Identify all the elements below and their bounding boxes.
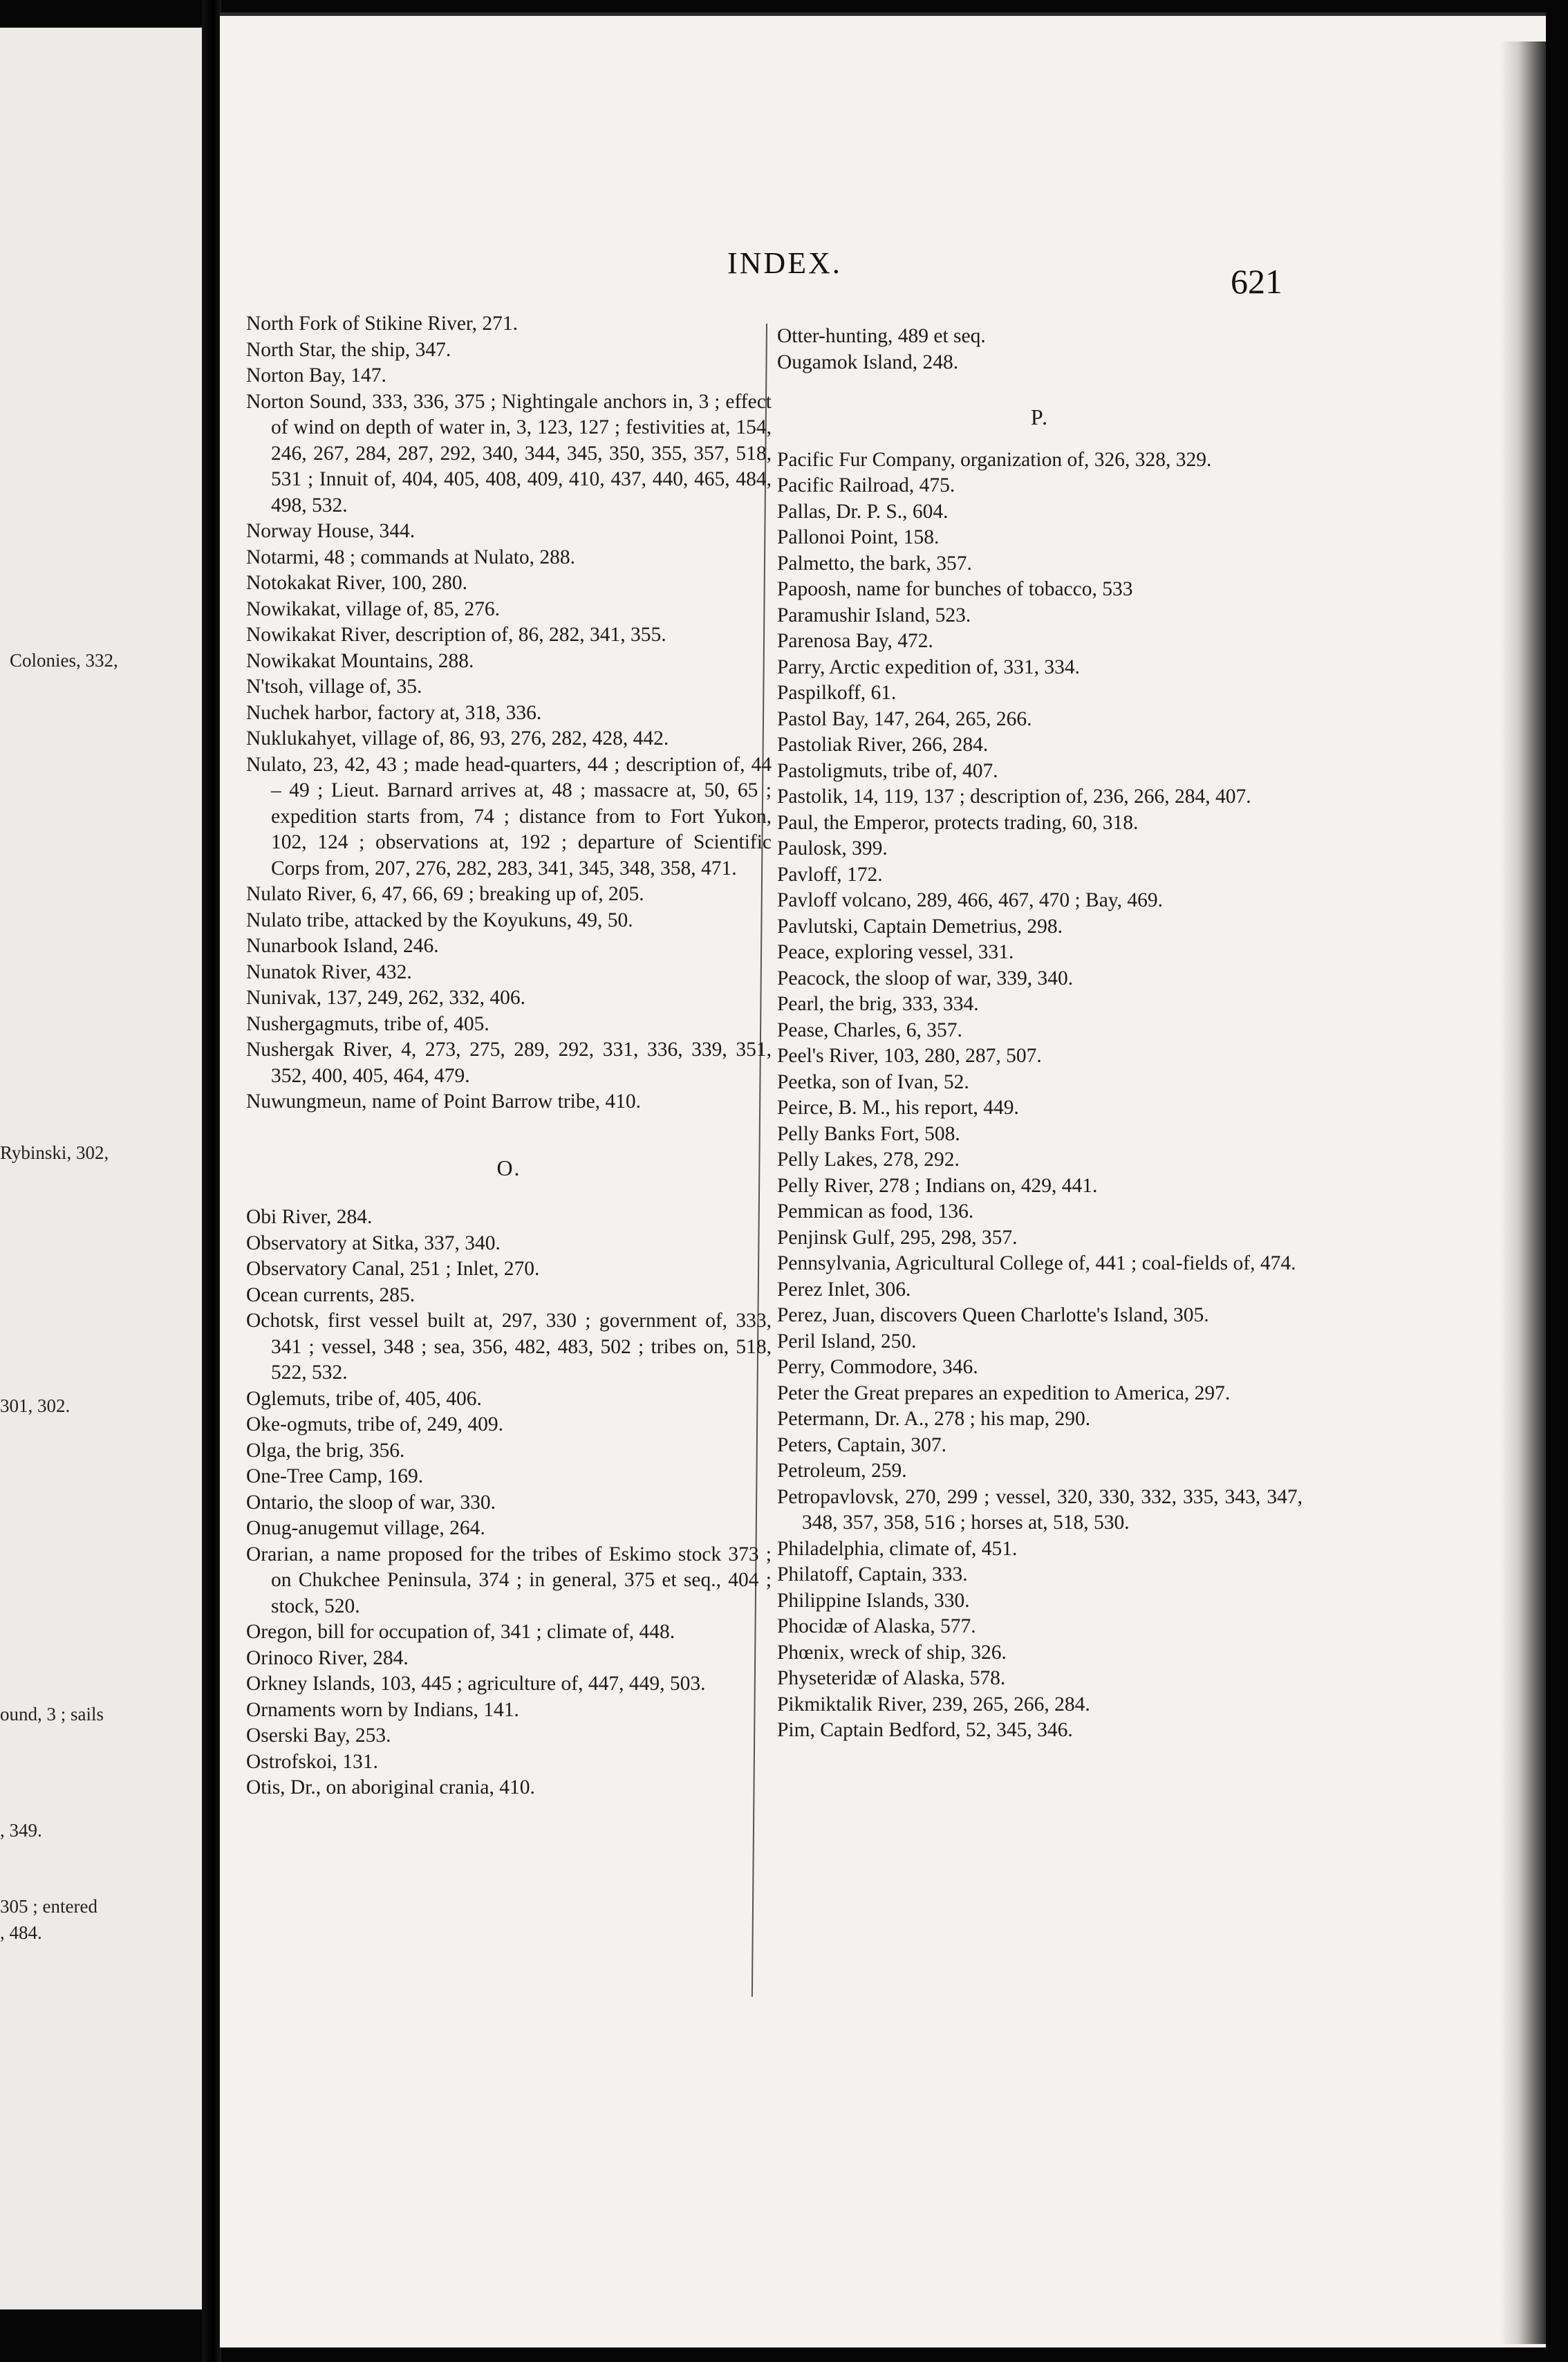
index-entry: Pelly Lakes, 278, 292. — [777, 1149, 960, 1171]
index-entry: Otter-hunting, 489 et seq. — [777, 325, 986, 347]
index-entry: Obi River, 284. — [246, 1206, 373, 1228]
index-entry: Parenosa Bay, 472. — [777, 630, 933, 652]
left-page-fragment: , 349. — [0, 1820, 42, 1841]
index-entry: Pastolik, 14, 119, 137 ; description of, 236, 266, 284, 407. — [777, 785, 1251, 808]
index-entry: Nunarbook Island, 246. — [246, 935, 439, 957]
index-entry: Notarmi, 48 ; commands at Nulato, 288. — [246, 546, 576, 568]
index-entry: Parry, Arctic expedition of, 331, 334. — [777, 655, 1081, 678]
index-entry: Nowikakat Mountains, 288. — [246, 649, 474, 672]
index-entry: Nushergak River, 4, 273, 275, 289, 292, 331, 336, 339, 351, 352, 400, 405, 464, 479. — [246, 1039, 772, 1087]
index-entry: Philadelphia, climate of, 451. — [777, 1537, 1018, 1560]
index-entry: Penjinsk Gulf, 295, 298, 357. — [777, 1226, 1018, 1249]
index-entry: Palmetto, the bark, 357. — [777, 552, 972, 575]
index-entry: Oregon, bill for occupation of, 341 ; climate of, 448. — [246, 1621, 675, 1643]
index-entry: Paspilkoff, 61. — [777, 682, 897, 704]
index-entry: Petroleum, 259. — [777, 1460, 907, 1482]
index-entry: Pavloff volcano, 289, 466, 467, 470 ; Bay, 469. — [777, 889, 1163, 911]
index-entry: Oke-ogmuts, tribe of, 249, 409. — [246, 1413, 503, 1435]
index-entry: Pastol Bay, 147, 264, 265, 266. — [777, 707, 1032, 730]
index-entry: Papoosh, name for bunches of tobacco, 533 — [777, 578, 1133, 600]
index-entry: One-Tree Camp, 169. — [246, 1465, 424, 1487]
book-gutter — [202, 0, 221, 2362]
index-entry: Pavloff, 172. — [777, 863, 883, 886]
index-entry: Pim, Captain Bedford, 52, 345, 346. — [777, 1719, 1073, 1741]
index-column-right — [777, 324, 1303, 1744]
index-entry: Peetka, son of Ivan, 52. — [777, 1070, 969, 1093]
index-entry: Peters, Captain, 307. — [777, 1433, 946, 1456]
left-page-fragment: Rybinski, 302, — [0, 1142, 109, 1163]
index-entries-o — [246, 1205, 772, 1801]
index-entry: Nunivak, 137, 249, 262, 332, 406. — [246, 987, 525, 1009]
index-entry: Nulato River, 6, 47, 66, 69 ; breaking up of, 205. — [246, 883, 644, 905]
index-entry: Pallas, Dr. P. S., 604. — [777, 500, 949, 523]
index-entry: Pearl, the brig, 333, 334. — [777, 993, 979, 1015]
index-entry: Orkney Islands, 103, 445 ; agriculture of, 447, 449, 503. — [246, 1673, 706, 1695]
left-page-fragment: Colonies, 332, — [10, 650, 118, 671]
index-entry: Pease, Charles, 6, 357. — [777, 1019, 962, 1041]
index-entry: Philippine Islands, 330. — [777, 1589, 970, 1612]
index-entry: Petropavlovsk, 270, 299 ; vessel, 320, 330, 332, 335, 343, 347, 348, 357, 358, 516 ; horses at, 518, 530. — [777, 1485, 1303, 1534]
index-entry: Pavlutski, Captain Demetrius, 298. — [777, 915, 1063, 938]
index-entry: Onug-anugemut village, 264. — [246, 1517, 485, 1539]
index-entry: Pastoligmuts, tribe of, 407. — [777, 759, 998, 782]
index-entry: Ontario, the sloop of war, 330. — [246, 1491, 496, 1514]
index-entry: Pelly Banks Fort, 508. — [777, 1122, 960, 1145]
index-entry: Perez, Juan, discovers Queen Charlotte's Island, 305. — [777, 1304, 1209, 1326]
index-entry: Perry, Commodore, 346. — [777, 1356, 978, 1378]
index-entry: Norton Sound, 333, 336, 375 ; Nightingale anchors in, 3 ; effect of wind on depth of water in, 3, 123, 127 ; festivities at, 154, 246, 267, 284, 287, 292, 340, 344, 345, 350, 355, 357, 518, 531 ; Innuit of, 404, 405, 408, 409, 410, 437, 440, 465, 484, 498, 532. — [246, 390, 772, 517]
left-page-fragment: 305 ; entered — [0, 1896, 97, 1917]
index-entries-n — [246, 311, 772, 1115]
index-entry: Paul, the Emperor, protects trading, 60, 318. — [777, 811, 1139, 834]
left-page-fragment: ound, 3 ; sails — [0, 1704, 104, 1724]
index-entry: Perez Inlet, 306. — [777, 1278, 911, 1301]
index-entry: Nushergagmuts, tribe of, 405. — [246, 1012, 489, 1035]
index-entry: Pemmican as food, 136. — [777, 1200, 974, 1222]
index-entry: North Star, the ship, 347. — [246, 338, 451, 361]
index-entry: Phœnix, wreck of ship, 326. — [777, 1641, 1007, 1664]
index-entry: Ochotsk, first vessel built at, 297, 330 ; government of, 333, 341 ; vessel, 348 ; sea, 356, 482, 483, 502 ; tribes on, 518, 522, 532. — [246, 1310, 772, 1384]
index-entry: Nowikakat, village of, 85, 276. — [246, 597, 501, 620]
index-entry: Ornaments worn by Indians, 141. — [246, 1698, 519, 1721]
index-entries-p — [777, 447, 1303, 1744]
index-entry: Orinoco River, 284. — [246, 1646, 409, 1669]
index-entry: N'tsoh, village of, 35. — [246, 676, 422, 698]
index-entry: Norway House, 344. — [246, 520, 416, 542]
index-entry: Nunatok River, 432. — [246, 960, 412, 983]
index-entry: Ostrofskoi, 131. — [246, 1750, 378, 1773]
index-entry: Peirce, B. M., his report, 449. — [777, 1097, 1019, 1119]
index-entry: Ocean currents, 285. — [246, 1283, 416, 1306]
index-entry: Phocidæ of Alaska, 577. — [777, 1615, 976, 1637]
index-entry: Peter the Great prepares an expedition to America, 297. — [777, 1382, 1231, 1404]
left-page-fragment: , 484. — [0, 1922, 42, 1943]
page-edge — [1500, 41, 1546, 2344]
index-entry: Ougamok Island, 248. — [777, 351, 959, 373]
left-page — [0, 28, 202, 2309]
index-entry: Peace, exploring vessel, 331. — [777, 941, 1014, 963]
index-entry: Petermann, Dr. A., 278 ; his map, 290. — [777, 1408, 1091, 1430]
section-letter-p: P. — [1030, 404, 1049, 429]
index-column-left — [246, 311, 772, 1801]
index-entry: Nuklukahyet, village of, 86, 93, 276, 282, 428, 442. — [246, 727, 669, 750]
index-entry: Nulato tribe, attacked by the Koyukuns, 49, 50. — [246, 909, 633, 931]
index-entry: Pastoliak River, 266, 284. — [777, 734, 989, 756]
index-entry: Peel's River, 103, 280, 287, 507. — [777, 1045, 1042, 1067]
index-entry: Nowikakat River, description of, 86, 282, 341, 355. — [246, 624, 666, 646]
index-entry: Orarian, a name proposed for the tribes of Eskimo stock 373 ; on Chukchee Peninsula, 374 ; in general, 375 et seq., 404 ; stock, 520. — [246, 1543, 772, 1617]
index-entry: Pacific Fur Company, organization of, 326, 328, 329. — [777, 448, 1212, 471]
index-entry: Otis, Dr., on aboriginal crania, 410. — [246, 1776, 535, 1798]
index-entry: Olga, the brig, 356. — [246, 1439, 405, 1462]
left-page-fragment: 301, 302. — [0, 1395, 71, 1416]
page-title: INDEX. — [727, 246, 842, 280]
index-entry: Pacific Railroad, 475. — [777, 474, 955, 496]
index-entry: Pallonoi Point, 158. — [777, 526, 940, 548]
index-entry: Nuwungmeun, name of Point Barrow tribe, 410. — [246, 1090, 642, 1113]
index-entry: North Fork of Stikine River, 271. — [246, 313, 518, 335]
index-entry: Nulato, 23, 42, 43 ; made head-quarters, 44 ; description of, 44 – 49 ; Lieut. Barnard arrives at, 48 ; massacre at, 50, 65 ; expedition starts from, 74 ; distance from to Fort Yukon, 102, 124 ; observations at, 192 ; departure of Scientific Corps from, 207, 276, 282, 283, 341, 345, 348, 358, 471. — [246, 753, 772, 880]
index-entry: Oserski Bay, 253. — [246, 1724, 391, 1747]
index-entry: Observatory at Sitka, 337, 340. — [246, 1231, 501, 1254]
index-entry: Peril Island, 250. — [777, 1330, 917, 1352]
index-entry: Nuchek harbor, factory at, 318, 336. — [246, 701, 542, 724]
index-entry: Pikmiktalik River, 239, 265, 266, 284. — [777, 1693, 1090, 1715]
page-number: 621 — [1231, 262, 1282, 301]
index-entry: Paulosk, 399. — [777, 837, 888, 859]
index-entry: Physeteridæ of Alaska, 578. — [777, 1667, 1006, 1689]
index-entry: Pelly River, 278 ; Indians on, 429, 441. — [777, 1174, 1098, 1197]
index-entry: Paramushir Island, 523. — [777, 604, 971, 626]
index-entry: Observatory Canal, 251 ; Inlet, 270. — [246, 1258, 540, 1280]
index-entry: Philatoff, Captain, 333. — [777, 1563, 968, 1585]
index-entry: Norton Bay, 147. — [246, 364, 386, 387]
index-entry: Peacock, the sloop of war, 339, 340. — [777, 967, 1074, 989]
index-entries-o-continued — [777, 324, 1303, 375]
index-entry: Notokakat River, 100, 280. — [246, 572, 467, 594]
index-entry: Pennsylvania, Agricultural College of, 441 ; coal-fields of, 474. — [777, 1252, 1296, 1274]
index-entry: Oglemuts, tribe of, 405, 406. — [246, 1387, 482, 1410]
section-letter-o: O. — [496, 1155, 521, 1180]
